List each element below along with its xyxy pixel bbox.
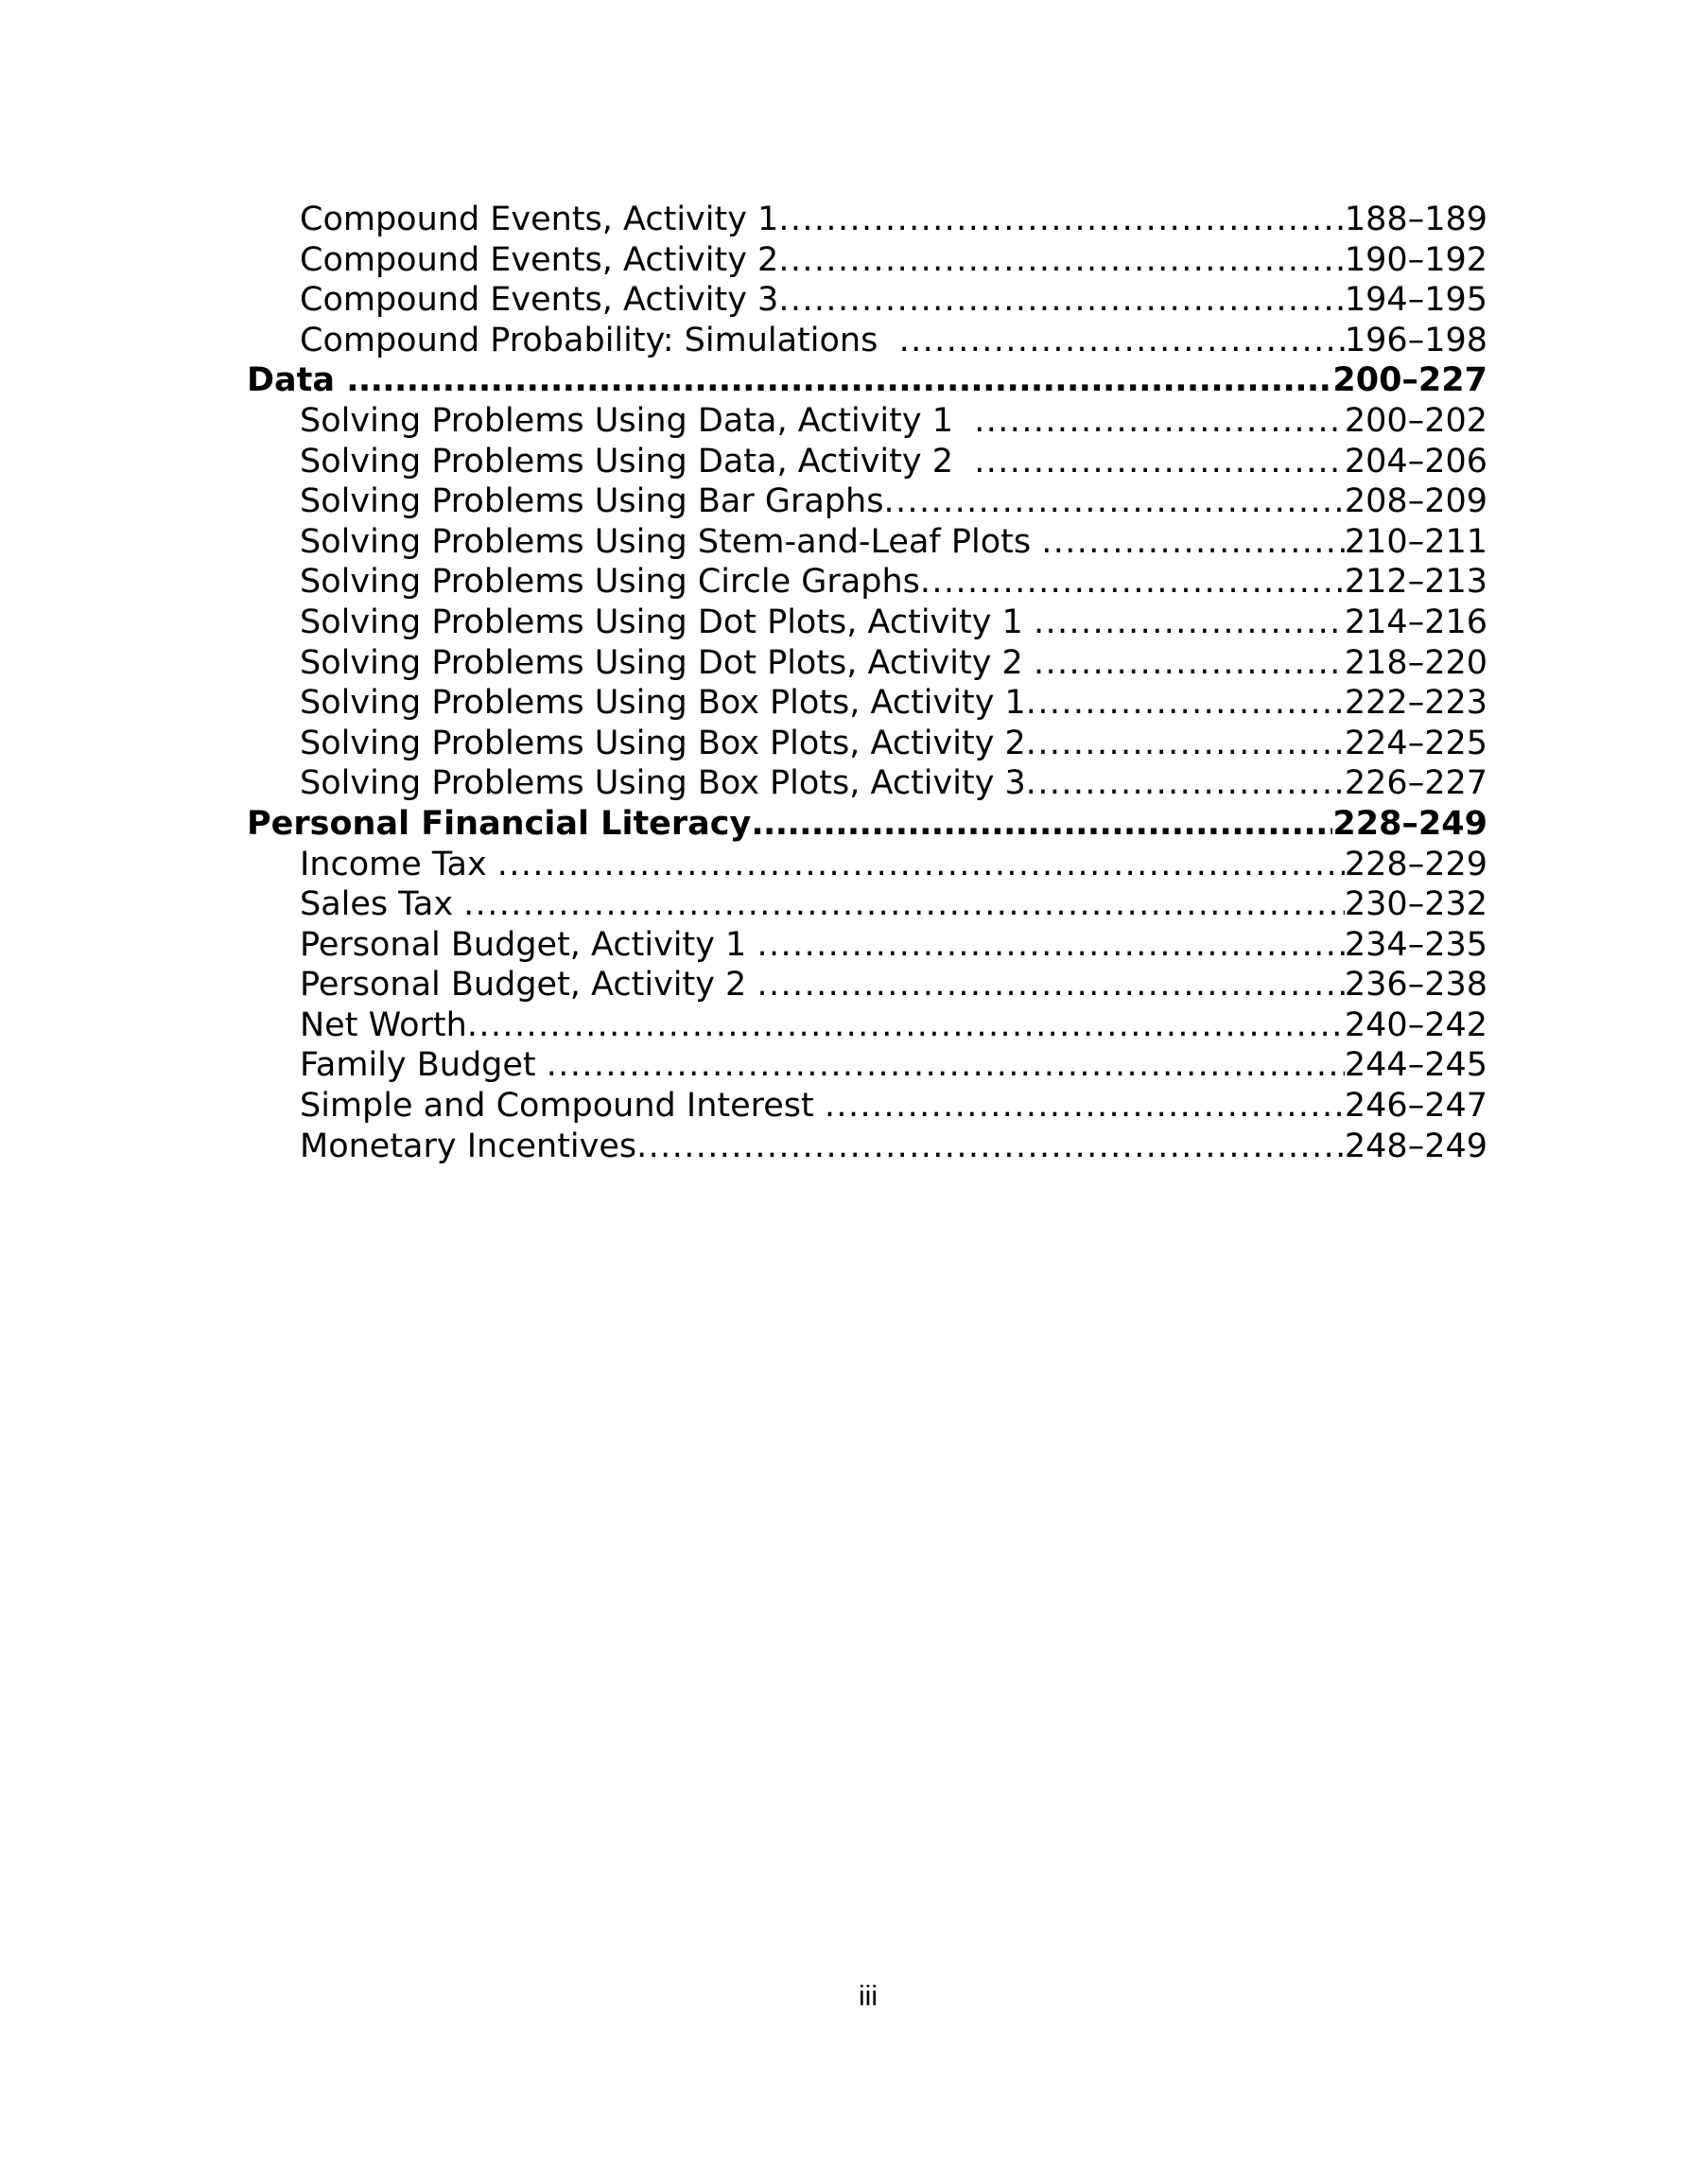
- toc-entry-pages: 204–206: [1344, 442, 1487, 480]
- toc-section-heading-data: [247, 360, 1487, 401]
- toc-entry-title: Solving Problems Using Box Plots, Activity 2: [300, 724, 1026, 762]
- page-number: iii: [859, 1981, 878, 2012]
- toc-section-title: Data: [247, 361, 347, 400]
- toc-entry-pages: 228–229: [1344, 845, 1487, 883]
- toc-entry-pages: 226–227: [1344, 764, 1487, 803]
- toc-entry-pages: 188–189: [1344, 201, 1487, 238]
- toc-entry: [247, 321, 1487, 361]
- dot-leader: [778, 240, 1345, 281]
- toc-entry: [247, 1045, 1487, 1086]
- toc-entry: [247, 763, 1487, 804]
- toc-entry-title: Solving Problems Using Dot Plots, Activity 2: [300, 643, 1034, 682]
- dot-leader: [1034, 603, 1345, 643]
- toc-entry-title: Solving Problems Using Box Plots, Activity 3: [300, 764, 1026, 803]
- toc-entry-pages: 234–235: [1344, 925, 1487, 964]
- dot-leader: [974, 401, 1345, 442]
- toc-entry: [247, 401, 1487, 442]
- toc-entry-title: Income Tax: [300, 845, 497, 883]
- toc-entry: [247, 683, 1487, 724]
- toc-section-heading-personal-financial-literacy: [247, 804, 1487, 845]
- toc-entry-pages: 212–213: [1344, 563, 1487, 602]
- toc-entry-pages: 246–247: [1344, 1087, 1487, 1126]
- toc-entry: [247, 724, 1487, 764]
- toc-entry-title: Solving Problems Using Bar Graphs: [300, 482, 884, 521]
- dot-leader: [899, 321, 1345, 361]
- dot-leader: [974, 442, 1345, 482]
- dot-leader: [497, 845, 1345, 885]
- dot-leader: [825, 1086, 1345, 1127]
- toc-entry: [247, 603, 1487, 643]
- toc-entry: [247, 280, 1487, 321]
- toc-entry-title: Net Worth: [300, 1005, 467, 1044]
- toc-entry-pages: 196–198: [1344, 321, 1487, 359]
- toc-entry: [247, 522, 1487, 563]
- dot-leader: [757, 925, 1344, 966]
- toc-entry: [247, 845, 1487, 885]
- toc-entry-pages: 208–209: [1344, 482, 1487, 521]
- dot-leader: [467, 1005, 1345, 1046]
- toc-entry: [247, 442, 1487, 482]
- dot-leader: [778, 280, 1345, 321]
- toc-entry: [247, 562, 1487, 603]
- toc-entry-title: Compound Events, Activity 1: [300, 201, 779, 238]
- toc-entry-pages: 222–223: [1344, 684, 1487, 723]
- toc-entry-pages: 210–211: [1344, 522, 1487, 561]
- toc-entry-pages: 218–220: [1344, 643, 1487, 682]
- toc-entry-pages: 224–225: [1344, 724, 1487, 762]
- toc-entry: [247, 1127, 1487, 1167]
- toc-entry-pages: 230–232: [1344, 885, 1487, 924]
- toc-entry: [247, 1086, 1487, 1127]
- dot-leader: [346, 360, 1332, 401]
- toc-entry-pages: 194–195: [1344, 281, 1487, 320]
- toc-entry: [247, 925, 1487, 966]
- toc-entry: [247, 1005, 1487, 1046]
- dot-leader: [1041, 522, 1345, 563]
- toc-entry-title: Solving Problems Using Box Plots, Activity 1: [300, 684, 1026, 723]
- toc-section-title: Personal Financial Literacy: [247, 804, 752, 843]
- dot-leader: [1026, 763, 1345, 804]
- toc-section-pages: 228–249: [1332, 804, 1487, 843]
- dot-leader: [463, 884, 1345, 925]
- toc-entry-title: Solving Problems Using Circle Graphs: [300, 563, 920, 602]
- toc-entry-title: Personal Budget, Activity 1: [300, 925, 757, 964]
- toc-entry-pages: 244–245: [1344, 1046, 1487, 1085]
- toc-entry-pages: 240–242: [1344, 1005, 1487, 1044]
- toc-entry-title: Compound Probability: Simulations: [300, 321, 899, 359]
- toc-entry-pages: 214–216: [1344, 603, 1487, 641]
- toc-entry: [247, 200, 1487, 240]
- dot-leader: [751, 804, 1332, 845]
- toc-entry-title: Solving Problems Using Data, Activity 1: [300, 401, 975, 440]
- dot-leader: [1026, 724, 1345, 764]
- dot-leader: [920, 562, 1345, 603]
- toc-entry-title: Solving Problems Using Dot Plots, Activity 1: [300, 603, 1034, 641]
- dot-leader: [547, 1045, 1345, 1086]
- toc-entry-title: Solving Problems Using Data, Activity 2: [300, 442, 975, 480]
- dot-leader: [757, 965, 1344, 1005]
- toc-entry-title: Compound Events, Activity 2: [300, 240, 779, 279]
- toc-entry-pages: 200–202: [1344, 401, 1487, 440]
- toc-entry-pages: 236–238: [1344, 966, 1487, 1005]
- table-of-contents: [247, 200, 1487, 1166]
- toc-entry-title: Family Budget: [300, 1046, 547, 1085]
- toc-entry: [247, 884, 1487, 925]
- toc-entry-pages: 248–249: [1344, 1127, 1487, 1165]
- toc-entry-title: Solving Problems Using Stem-and-Leaf Plots: [300, 522, 1042, 561]
- dot-leader: [1034, 643, 1345, 684]
- toc-entry-title: Monetary Incentives: [300, 1127, 637, 1165]
- toc-entry: [247, 240, 1487, 281]
- toc-entry: [247, 481, 1487, 522]
- dot-leader: [778, 200, 1345, 240]
- toc-entry-title: Personal Budget, Activity 2: [300, 966, 757, 1005]
- toc-section-pages: 200–227: [1332, 361, 1487, 400]
- toc-entry: [247, 643, 1487, 684]
- toc-entry-title: Simple and Compound Interest: [300, 1087, 825, 1126]
- dot-leader: [636, 1127, 1345, 1167]
- dot-leader: [883, 481, 1344, 522]
- toc-entry-pages: 190–192: [1344, 240, 1487, 279]
- toc-entry-title: Sales Tax: [300, 885, 464, 924]
- toc-entry-title: Compound Events, Activity 3: [300, 281, 779, 320]
- dot-leader: [1026, 683, 1345, 724]
- toc-entry: [247, 965, 1487, 1005]
